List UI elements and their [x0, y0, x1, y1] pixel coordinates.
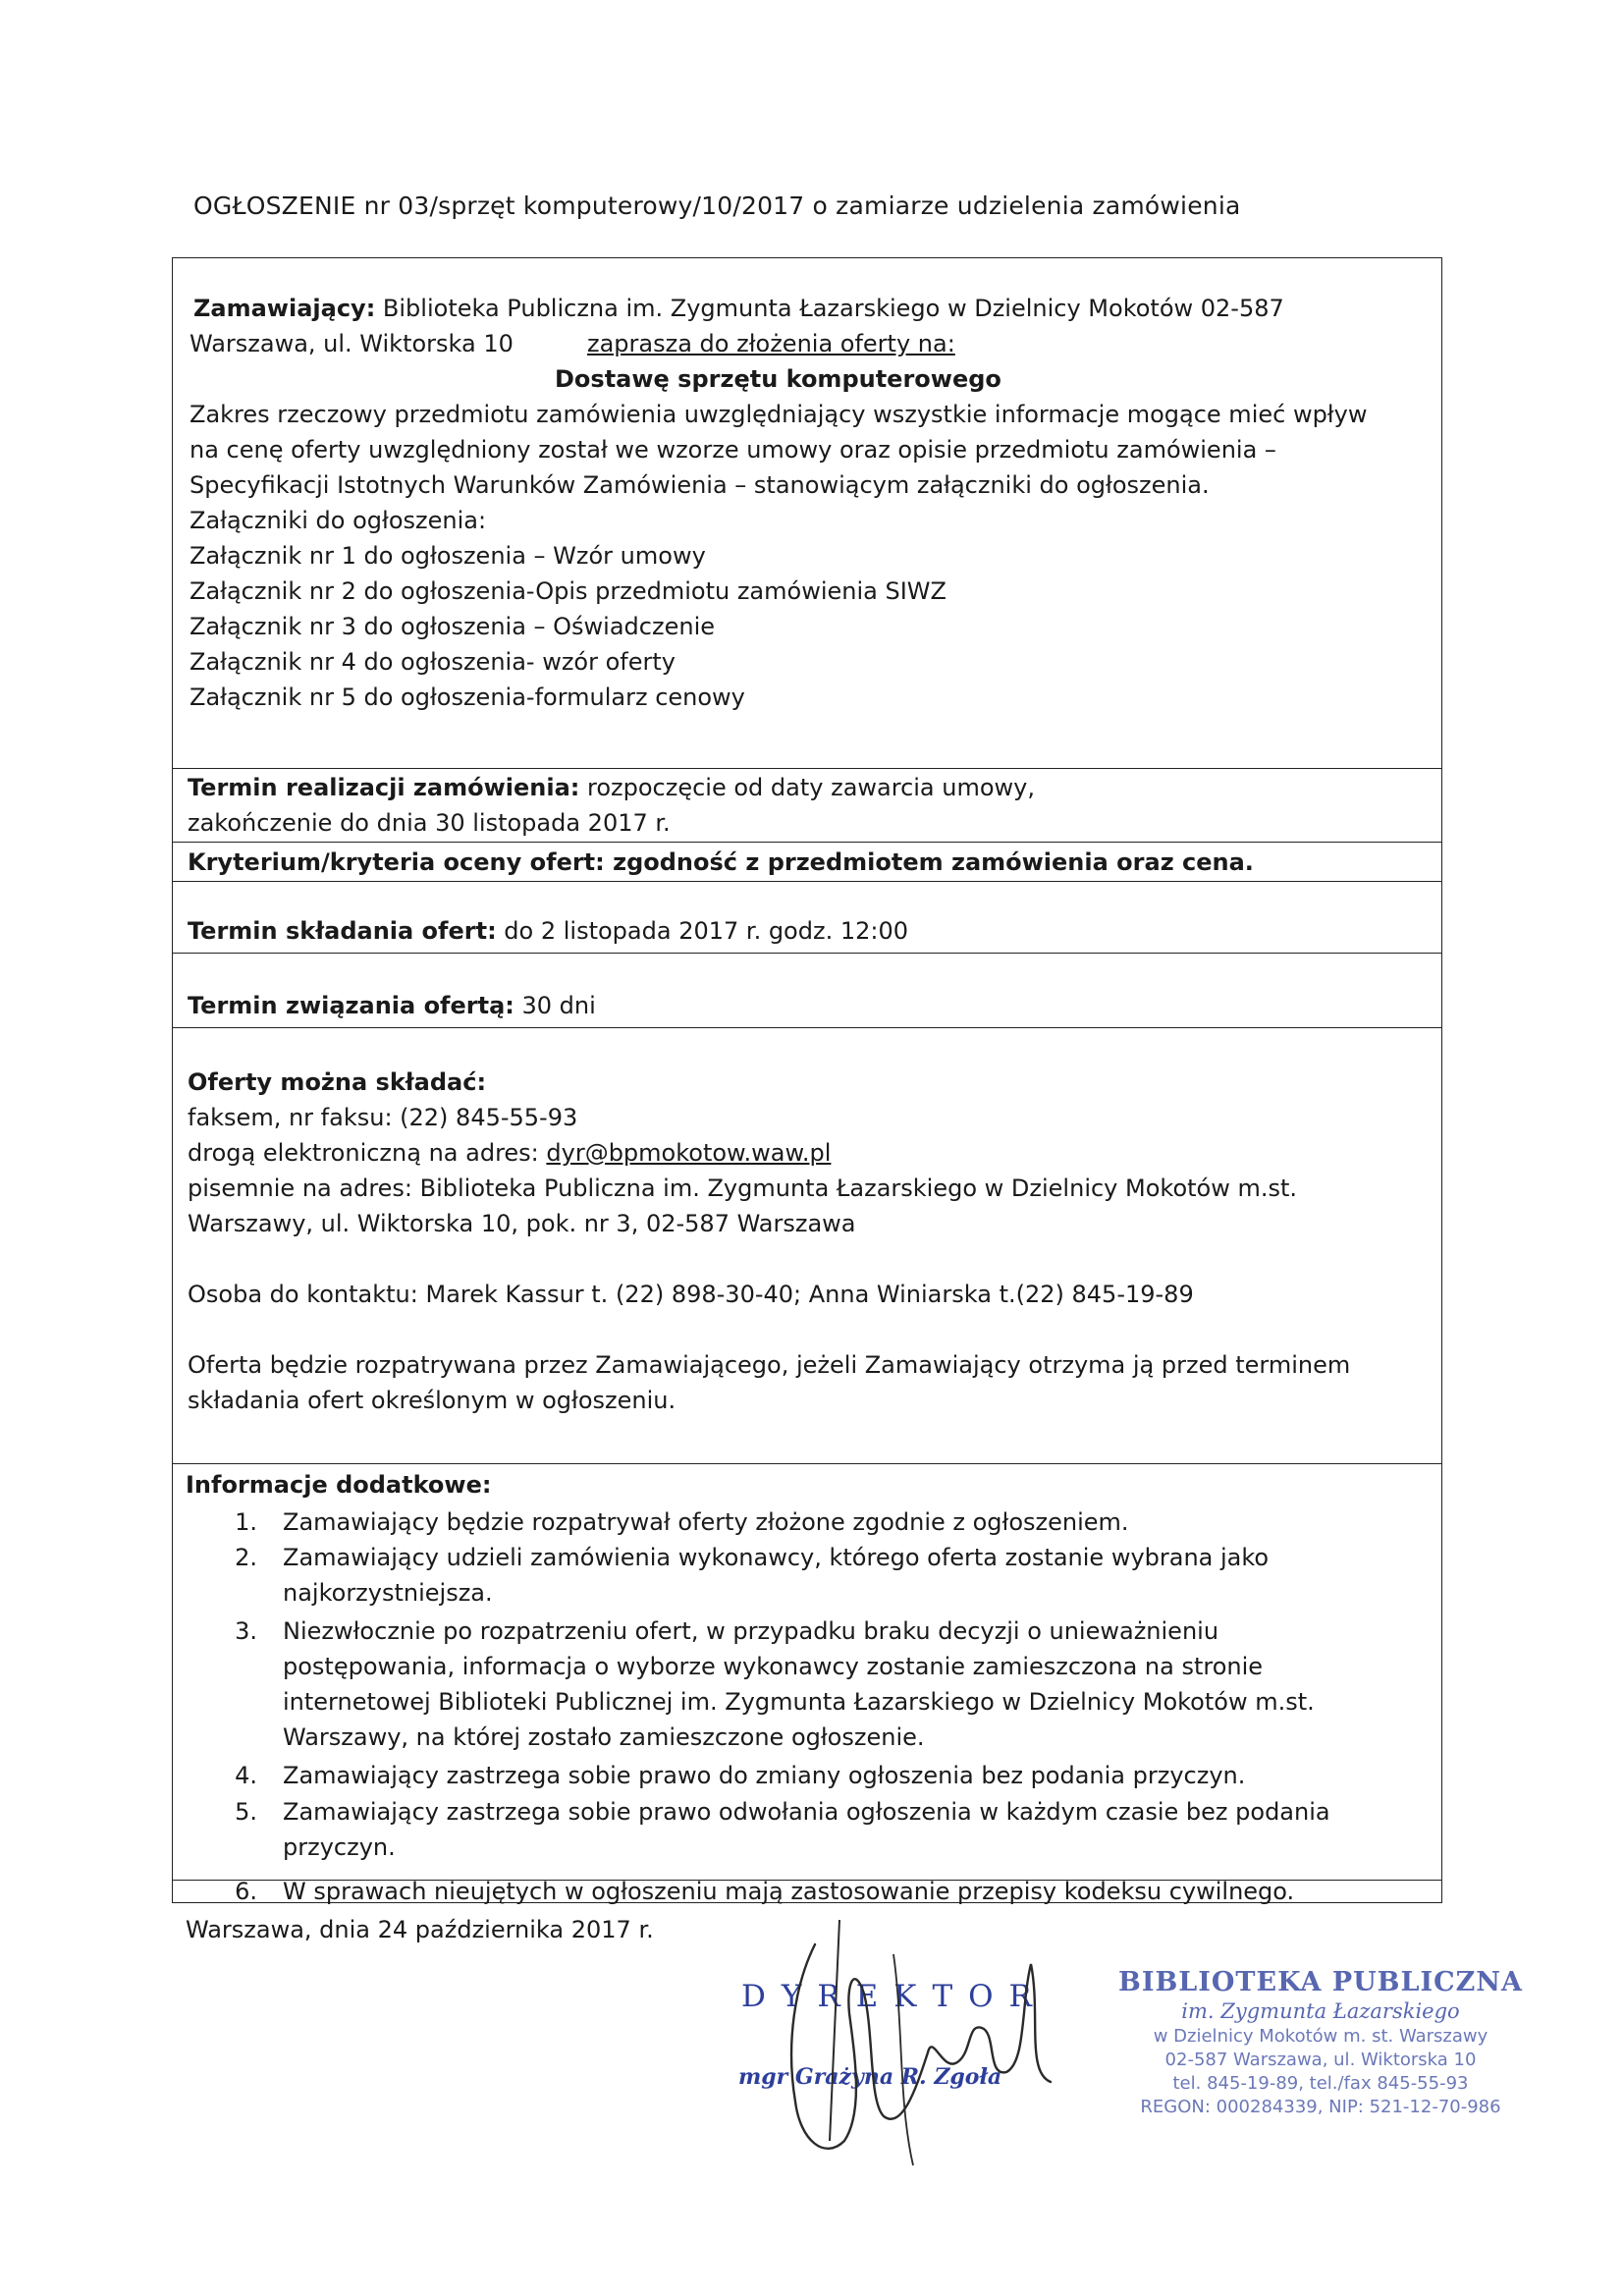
list-item: przyczyn.: [283, 1833, 396, 1861]
divider: [172, 1463, 1442, 1464]
list-item: Zamawiający udzieli zamówienia wykonawcy, którego oferta zostanie wybrana jako: [283, 1544, 1270, 1571]
divider: [172, 768, 1442, 769]
scope-line: Specyfikacji Istotnych Warunków Zamówienia – stanowiącym załączniki do ogłoszenia.: [189, 471, 1210, 499]
list-item: Warszawy, na której zostało zamieszczone ogłoszenie.: [283, 1723, 925, 1751]
list-number: 2.: [235, 1544, 257, 1571]
list-number: 4.: [235, 1762, 257, 1789]
submission-deadline-value: do 2 listopada 2017 r. godz. 12:00: [496, 917, 908, 945]
divider: [172, 881, 1442, 882]
evaluation-criteria-label: Kryterium/kryteria oceny ofert:: [188, 848, 614, 876]
order-subject: Dostawę sprzętu komputerowego: [555, 365, 1001, 393]
binding-period: [188, 988, 596, 1023]
email-link[interactable]: dyr@bpmokotow.waw.pl: [546, 1139, 832, 1167]
completion-term-label: Termin realizacji zamówienia:: [188, 774, 580, 801]
list-item: Zamawiający zastrzega sobie prawo do zmiany ogłoszenia bez podania przyczyn.: [283, 1762, 1246, 1789]
scope-line: Zakres rzeczowy przedmiotu zamówienia uwzględniający wszystkie informacje mogące mieć wpływ: [189, 401, 1368, 428]
offer-note: składania ofert określonym w ogłoszeniu.: [188, 1387, 676, 1414]
submission-email-prefix: drogą elektroniczną na adres:: [188, 1139, 547, 1167]
list-item: Zamawiający zastrzega sobie prawo odwołania ogłoszenia w każdym czasie bez podania: [283, 1798, 1330, 1826]
list-item: najkorzystniejsza.: [283, 1579, 493, 1607]
contracting-authority-address: Warszawa, ul. Wiktorska 10: [189, 330, 514, 357]
divider: [172, 842, 1442, 843]
stamp-line: w Dzielnicy Mokotów m. st. Warszawy: [1153, 2026, 1488, 2047]
stamp-line: tel. 845-19-89, tel./fax 845-55-93: [1172, 2073, 1469, 2094]
stamp-line: REGON: 000284339, NIP: 521-12-70-986: [1140, 2097, 1501, 2117]
library-stamp: [1090, 1967, 1551, 2119]
additional-info-label: Informacje dodatkowe:: [186, 1471, 492, 1499]
submission-deadline-label: Termin składania ofert:: [188, 917, 497, 945]
submission-deadline: [188, 913, 908, 949]
attachment-item: Załącznik nr 3 do ogłoszenia – Oświadczenie: [189, 613, 715, 640]
list-item: Niezwłocznie po rozpatrzeniu ofert, w przypadku braku decyzji o unieważnieniu: [283, 1617, 1219, 1645]
document-title: OGŁOSZENIE nr 03/sprzęt komputerowy/10/2017 o zamiarze udzielenia zamówienia: [193, 191, 1241, 220]
director-title: DYREKTOR: [741, 1979, 1048, 2014]
list-number: 3.: [235, 1617, 257, 1645]
attachment-item: Załącznik nr 2 do ogłoszenia-Opis przedmiotu zamówienia SIWZ: [189, 577, 947, 605]
scope-line: na cenę oferty uwzględniony został we wzorze umowy oraz opisie przedmiotu zamówienia –: [189, 436, 1276, 464]
invitation-text: zaprasza do złożenia oferty na:: [587, 330, 955, 357]
stamp-line: BIBLIOTEKA PUBLICZNA: [1118, 1967, 1523, 1997]
contact-person: Osoba do kontaktu: Marek Kassur t. (22) 898-30-40; Anna Winiarska t.(22) 845-19-89: [188, 1281, 1194, 1308]
list-item: internetowej Biblioteki Publicznej im. Zygmunta Łazarskiego w Dzielnicy Mokotów m.st.: [283, 1688, 1315, 1716]
submission-post: Warszawy, ul. Wiktorska 10, pok. nr 3, 02-587 Warszawa: [188, 1210, 856, 1237]
attachment-item: Załącznik nr 5 do ogłoszenia-formularz cenowy: [189, 683, 745, 711]
contracting-authority-name: Biblioteka Publiczna im. Zygmunta Łazarskiego w Dzielnicy Mokotów 02-587: [375, 295, 1284, 322]
divider: [172, 1027, 1442, 1028]
contracting-authority-label: Zamawiający:: [193, 295, 376, 322]
stamp-line: im. Zygmunta Łazarskiego: [1181, 1999, 1460, 2023]
list-item: Zamawiający będzie rozpatrywał oferty złożone zgodnie z ogłoszeniem.: [283, 1508, 1129, 1536]
list-item: postępowania, informacja o wyborze wykonawcy zostanie zamieszczona na stronie: [283, 1653, 1264, 1680]
list-number: 1.: [235, 1508, 257, 1536]
binding-period-value: 30 dni: [514, 992, 596, 1019]
completion-term-start: rozpoczęcie od daty zawarcia umowy,: [579, 774, 1036, 801]
evaluation-criteria: [188, 845, 1254, 880]
divider: [172, 953, 1442, 954]
attachments-header: Załączniki do ogłoszenia:: [189, 507, 487, 534]
handwritten-signature: [756, 1905, 1080, 2170]
evaluation-criteria-text: zgodność z przedmiotem zamówienia oraz cena.: [613, 848, 1254, 876]
place-and-date: Warszawa, dnia 24 października 2017 r.: [186, 1916, 654, 1943]
submission-email: [188, 1135, 831, 1171]
list-number: 5.: [235, 1798, 257, 1826]
completion-term: [188, 770, 1035, 805]
list-item: W sprawach nieujętych w ogłoszeniu mają zastosowanie przepisy kodeksu cywilnego.: [283, 1878, 1295, 1905]
submission-fax: faksem, nr faksu: (22) 845-55-93: [188, 1104, 578, 1131]
attachment-item: Załącznik nr 4 do ogłoszenia- wzór oferty: [189, 648, 676, 676]
completion-term-end: zakończenie do dnia 30 listopada 2017 r.: [188, 809, 671, 837]
attachment-item: Załącznik nr 1 do ogłoszenia – Wzór umowy: [189, 542, 706, 570]
list-number: 6.: [235, 1878, 257, 1905]
director-name: mgr Grażyna R. Zgoła: [738, 2064, 1002, 2090]
offer-note: Oferta będzie rozpatrywana przez Zamawiającego, jeżeli Zamawiający otrzyma ją przed terminem: [188, 1351, 1351, 1379]
submission-methods-label: Oferty można składać:: [188, 1068, 487, 1096]
binding-period-label: Termin związania ofertą:: [188, 992, 514, 1019]
stamp-line: 02-587 Warszawa, ul. Wiktorska 10: [1164, 2050, 1477, 2070]
submission-post: pisemnie na adres: Biblioteka Publiczna im. Zygmunta Łazarskiego w Dzielnicy Mokotów m.st.: [188, 1175, 1298, 1202]
contracting-authority: [193, 291, 1284, 326]
